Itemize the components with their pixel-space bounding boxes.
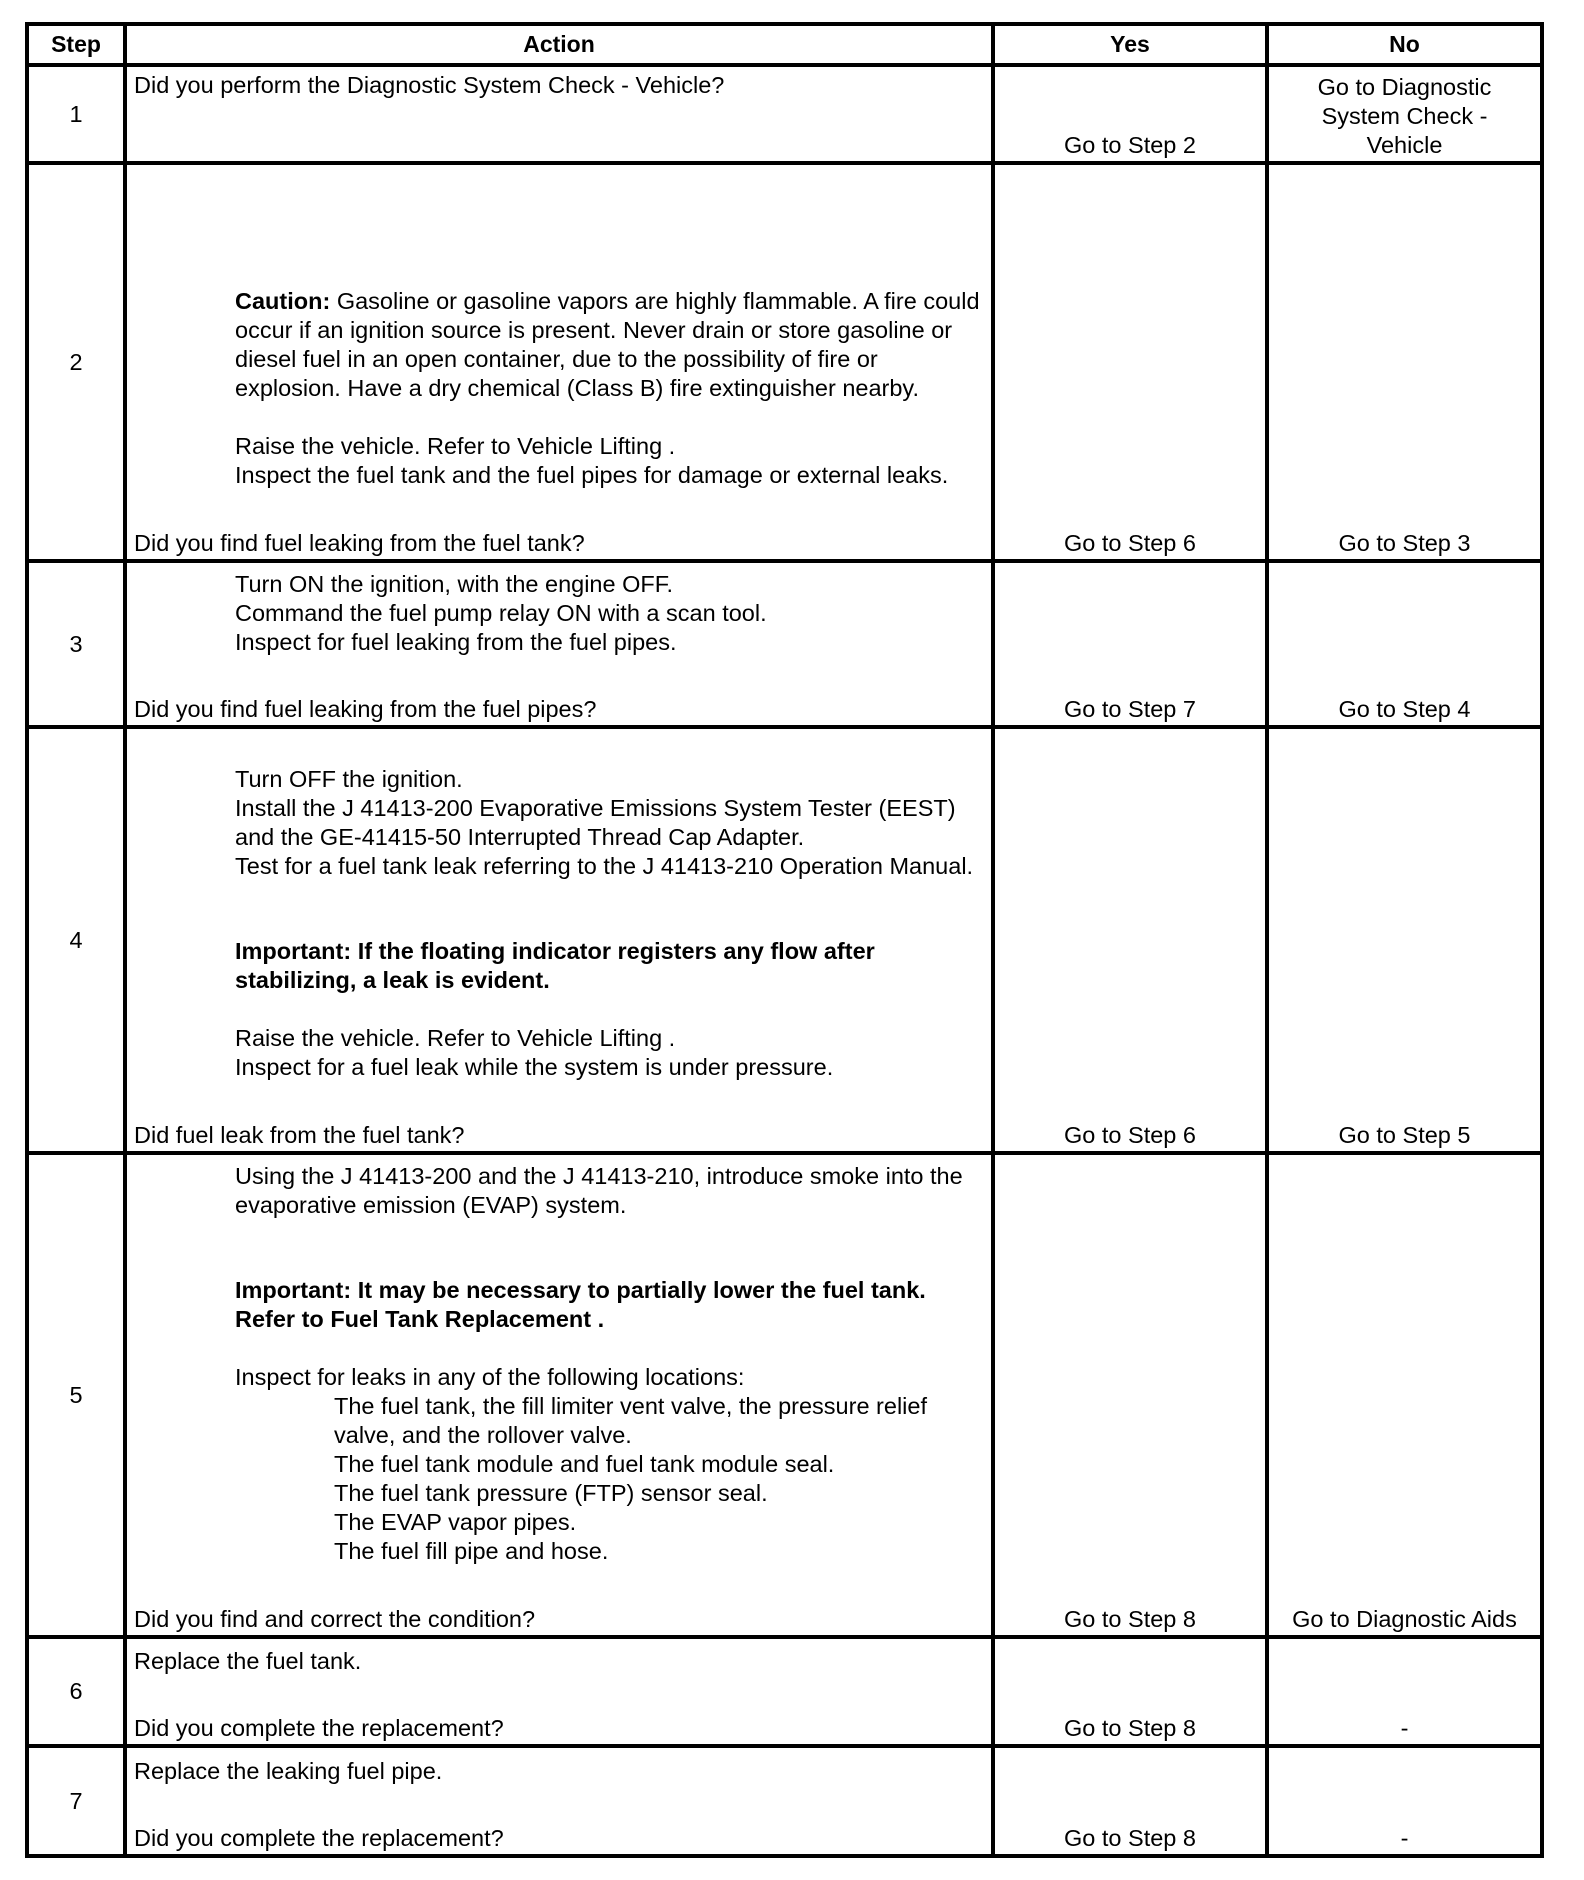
no-cell: Go to Step 3 (1267, 163, 1542, 561)
location-item: The fuel tank pressure (FTP) sensor seal. (334, 1480, 768, 1506)
action-line: Raise the vehicle. Refer to Vehicle Lifting . (235, 433, 676, 459)
important-note: Important: If the floating indicator registers any flow after stabilizing, a leak is evident. (235, 938, 875, 993)
action-cell (125, 1153, 993, 1637)
yes-cell: Go to Step 6 (993, 163, 1267, 561)
no-cell: Go to Diagnostic Aids (1267, 1153, 1542, 1637)
no-cell: Go to Diagnostic System Check - Vehicle (1267, 65, 1542, 163)
yes-cell: Go to Step 8 (993, 1746, 1267, 1856)
caution-block (134, 287, 983, 403)
location-item: The fuel tank module and fuel tank module seal. (334, 1451, 835, 1477)
action-line: Turn ON the ignition, with the engine OFF. (235, 571, 674, 597)
location-item: The fuel tank, the fill limiter vent valve, the pressure relief valve, and the rollover valve. (334, 1393, 927, 1448)
action-line: Raise the vehicle. Refer to Vehicle Lifting . (235, 1025, 676, 1051)
inspect-intro: Inspect for leaks in any of the following locations: (235, 1364, 745, 1390)
header-step: Step (27, 24, 125, 65)
question-text: Did you find fuel leaking from the fuel tank? (134, 530, 585, 556)
action-cell (125, 561, 993, 727)
question-text: Did you complete the replacement? (134, 1825, 504, 1851)
question-text: Did you find fuel leaking from the fuel pipes? (134, 696, 597, 722)
yes-cell: Go to Step 2 (993, 65, 1267, 163)
action-cell (125, 1746, 993, 1856)
step-number: 6 (27, 1637, 125, 1746)
yes-cell: Go to Step 6 (993, 727, 1267, 1153)
question-text: Did fuel leak from the fuel tank? (134, 1122, 465, 1148)
action-cell (125, 65, 993, 163)
location-item: The EVAP vapor pipes. (334, 1509, 577, 1535)
header-no: No (1267, 24, 1542, 65)
action-line: Inspect the fuel tank and the fuel pipes for damage or external leaks. (235, 462, 949, 488)
diagnostic-table (25, 22, 1544, 1858)
action-cell (125, 1637, 993, 1746)
table-row (27, 727, 1542, 1153)
header-row (27, 24, 1542, 65)
step-number: 2 (27, 163, 125, 561)
question-text: Did you find and correct the condition? (134, 1606, 536, 1632)
table-row (27, 561, 1542, 727)
action-line: Replace the leaking fuel pipe. (134, 1758, 443, 1784)
action-cell (125, 727, 993, 1153)
question-text: Did you perform the Diagnostic System Check - Vehicle? (134, 72, 725, 98)
important-note: Important: It may be necessary to partially lower the fuel tank. Refer to Fuel Tank Replacement . (235, 1277, 926, 1332)
action-cell (125, 163, 993, 561)
caution-text: Gasoline or gasoline vapors are highly flammable. A fire could occur if an ignition source is present. Never drain or store gasoline or diesel fuel in an open container, due to the possibility of fire or explosion. Have a dry chemical (Class B) fire extinguisher nearby. (235, 288, 980, 401)
step-number: 3 (27, 561, 125, 727)
yes-cell: Go to Step 7 (993, 561, 1267, 727)
action-line: Replace the fuel tank. (134, 1648, 362, 1674)
step-number: 4 (27, 727, 125, 1153)
action-line: Command the fuel pump relay ON with a scan tool. (235, 600, 767, 626)
table-row (27, 1637, 1542, 1746)
yes-cell: Go to Step 8 (993, 1637, 1267, 1746)
action-line: Inspect for a fuel leak while the system is under pressure. (235, 1054, 834, 1080)
no-cell: Go to Step 5 (1267, 727, 1542, 1153)
table-row (27, 163, 1542, 561)
action-line: Turn OFF the ignition. (235, 766, 463, 792)
step-number: 1 (27, 65, 125, 163)
header-yes: Yes (993, 24, 1267, 65)
yes-cell: Go to Step 8 (993, 1153, 1267, 1637)
step-number: 7 (27, 1746, 125, 1856)
table-row (27, 1746, 1542, 1856)
action-line: Install the J 41413-200 Evaporative Emissions System Tester (EEST) and the GE-41415-50 Interrupted Thread Cap Adapter. (235, 795, 956, 850)
location-item: The fuel fill pipe and hose. (334, 1538, 609, 1564)
action-line: Test for a fuel tank leak referring to the J 41413-210 Operation Manual. (235, 853, 974, 879)
no-cell: Go to Step 4 (1267, 561, 1542, 727)
action-line: Inspect for fuel leaking from the fuel pipes. (235, 629, 677, 655)
caution-label: Caution: (235, 288, 331, 314)
header-action: Action (125, 24, 993, 65)
table-row (27, 65, 1542, 163)
no-cell: - (1267, 1637, 1542, 1746)
question-text: Did you complete the replacement? (134, 1715, 504, 1741)
action-line: Using the J 41413-200 and the J 41413-210, introduce smoke into the evaporative emission (EVAP) system. (235, 1163, 963, 1218)
table-row (27, 1153, 1542, 1637)
no-cell: - (1267, 1746, 1542, 1856)
step-number: 5 (27, 1153, 125, 1637)
